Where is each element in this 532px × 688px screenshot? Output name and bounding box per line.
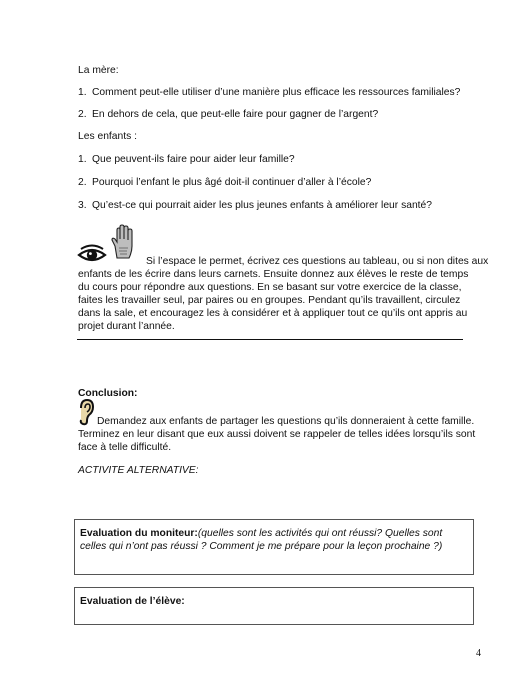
instruction-paragraph [78, 268, 468, 333]
monitor-evaluation-text [80, 527, 442, 553]
instruction-line: projet durant l’année. [78, 321, 175, 332]
page-number: 4 [476, 648, 481, 659]
children-heading: Les enfants : [78, 131, 137, 142]
question-text: Comment peut-elle utiliser d’une manière plus efficace les ressources familiales? [92, 87, 461, 98]
mother-question-2 [78, 108, 378, 121]
question-number: 2. [78, 177, 87, 188]
student-evaluation-box [74, 587, 474, 625]
question-number: 1. [78, 154, 87, 165]
instruction-line: faites les travailler seul, par paires ou en groupes. Pendant qu’ils travaillent, circulez [78, 295, 461, 306]
question-number: 3. [78, 200, 87, 211]
instruction-line: dans la sale, et encouragez les à considérer et à appliquer tout ce qu’ils ont appris au [78, 308, 468, 319]
eye-icon [77, 244, 107, 266]
hand-icon [110, 224, 134, 260]
alternative-activity-heading: ACTIVITE ALTERNATIVE: [78, 465, 199, 476]
question-text: En dehors de cela, que peut-elle faire pour gagner de l’argent? [92, 109, 379, 120]
monitor-evaluation-prompt-1: (quelles sont les activités qui ont réussi? Quelles sont [197, 528, 443, 539]
mother-question-1 [78, 86, 460, 99]
conclusion-paragraph [78, 428, 475, 454]
instruction-line: du cours pour répondre aux questions. En se basant sur votre exercice de la classe, [78, 282, 462, 293]
instruction-first-line: Si l’espace le permet, écrivez ces questions au tableau, ou si non dites aux [146, 256, 489, 267]
conclusion-first-line: Demandez aux enfants de partager les questions qu’ils donneraient à cette famille. [97, 416, 475, 427]
children-question-3 [78, 199, 432, 212]
conclusion-heading: Conclusion: [78, 388, 138, 399]
student-evaluation-text [80, 595, 185, 608]
conclusion-line: face à telle difficulté. [78, 442, 172, 453]
monitor-evaluation-prompt-2: celles qui n’ont pas réussi ? Comment je me prépare pour la leçon prochaine ?) [80, 541, 443, 552]
monitor-evaluation-box [74, 519, 474, 575]
instruction-line: enfants de les écrire dans leurs carnets. Ensuite donnez aux élèves le reste de temps [78, 269, 469, 280]
mother-heading: La mère: [78, 65, 119, 76]
conclusion-line: Terminez en leur disant que eux aussi doivent se rappeler de telles idées lorsqu’ils sont [78, 429, 476, 440]
ear-icon [77, 398, 95, 426]
student-evaluation-label: Evaluation de l’élève: [80, 596, 185, 607]
children-question-2 [78, 176, 371, 189]
children-question-1 [78, 153, 295, 166]
question-text: Pourquoi l’enfant le plus âgé doit-il continuer d’aller à l’école? [92, 177, 372, 188]
question-text: Que peuvent-ils faire pour aider leur famille? [92, 154, 295, 165]
question-number: 1. [78, 87, 87, 98]
section-divider [77, 339, 463, 340]
question-number: 2. [78, 109, 87, 120]
monitor-evaluation-label: Evaluation du moniteur: [80, 528, 198, 539]
question-text: Qu’est-ce qui pourrait aider les plus jeunes enfants à améliorer leur santé? [92, 200, 432, 211]
